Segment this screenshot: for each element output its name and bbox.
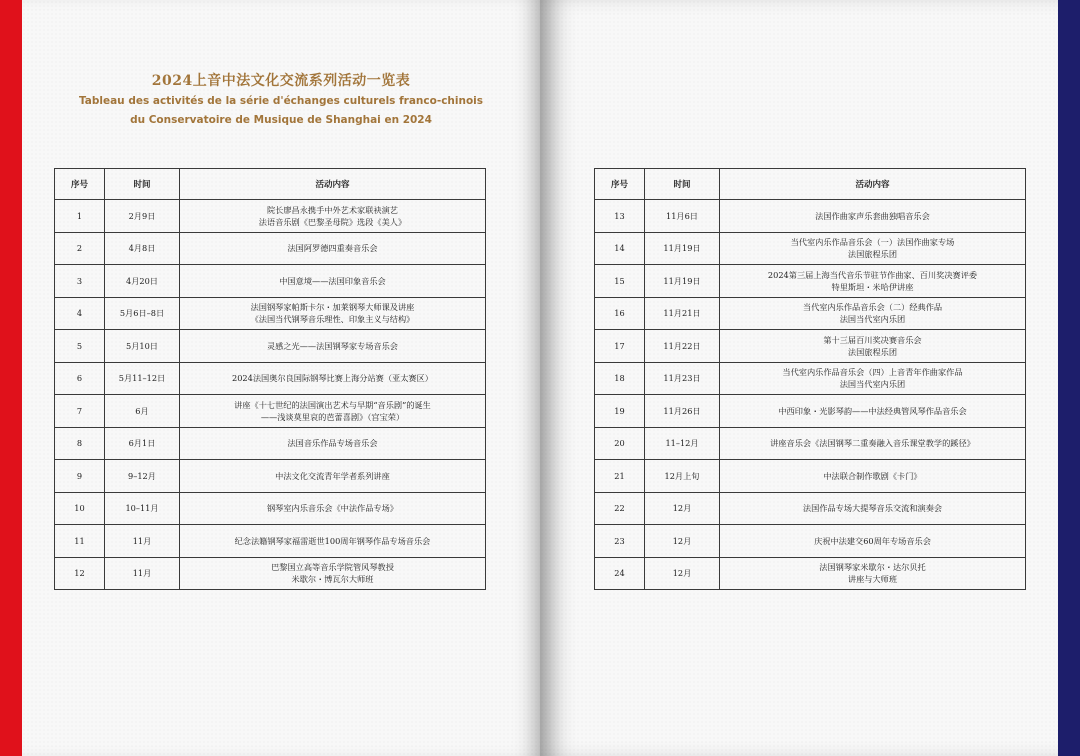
cell-content [720,460,1026,493]
content-line: 中国意境——法国印象音乐会 [279,275,386,286]
cell-time: 12月 [645,525,720,558]
table-row [595,525,1026,558]
cell-content [180,200,486,233]
cell-no: 24 [595,557,645,590]
table-row [55,460,486,493]
cell-time: 9–12月 [105,460,180,493]
content-line: 特里斯坦・米哈伊讲座 [831,281,914,292]
table-row [55,557,486,590]
header-no: 序号 [595,169,645,200]
cell-no: 18 [595,362,645,395]
cell-content [720,492,1026,525]
cell-no: 4 [55,297,105,330]
content-line: 灵感之光——法国钢琴家专场音乐会 [266,340,398,351]
table-row [595,492,1026,525]
right-navy-border [1058,0,1080,756]
title-block [22,70,540,130]
cell-time: 11月 [105,525,180,558]
cell-time: 11月6日 [645,200,720,233]
cell-time: 4月8日 [105,232,180,265]
content-line: 2024法国奥尔良国际钢琴比赛上海分站赛（亚太赛区） [232,373,433,384]
activity-table-left [54,168,486,590]
content-line: ——浅谈莫里哀的芭蕾喜剧》（宫宝荣） [260,411,405,422]
content-line: 法国钢琴家帕斯卡尔・加莱钢琴大师课及讲座 [250,302,415,313]
cell-time: 11月22日 [645,330,720,363]
content-line: 法国旅程乐团 [847,346,898,357]
cell-no: 7 [55,395,105,428]
content-line: 巴黎国立高等音乐学院管风琴教授 [271,562,394,573]
cell-content [720,297,1026,330]
cell-content [180,330,486,363]
content-line: 法国音乐作品专场音乐会 [287,438,378,449]
header-content: 活动内容 [180,169,486,200]
cell-content [180,525,486,558]
cell-time: 11月21日 [645,297,720,330]
content-line: 《法国当代钢琴音乐理性、印象主义与结构》 [250,314,415,325]
table-header-row [595,169,1026,200]
table-row [55,232,486,265]
table-row [595,557,1026,590]
cell-no: 12 [55,557,105,590]
cell-no: 22 [595,492,645,525]
header-time: 时间 [105,169,180,200]
cell-no: 11 [55,525,105,558]
table-body-right [595,200,1026,590]
cell-no: 20 [595,427,645,460]
cell-content [720,265,1026,298]
title-french-line-1: Tableau des activités de la série d'échanges culturels franco-chinois [78,95,484,107]
cell-no: 8 [55,427,105,460]
cell-time: 5月11–12日 [105,362,180,395]
cell-no: 21 [595,460,645,493]
table-row [595,330,1026,363]
cell-content [180,297,486,330]
cell-content [180,362,486,395]
content-line: 当代室内乐作品音乐会（一）法国作曲家专场 [790,237,955,248]
cell-no: 15 [595,265,645,298]
content-line: 讲座与大师班 [847,574,898,585]
cell-time: 6月 [105,395,180,428]
table-row [55,362,486,395]
content-line: 法国当代室内乐团 [839,379,906,390]
cell-content [720,557,1026,590]
content-line: 讲座音乐会《法国钢琴二重奏融入音乐课堂教学的蹊径》 [770,438,975,449]
cell-content [180,232,486,265]
table-row [595,297,1026,330]
cell-time: 11–12月 [645,427,720,460]
title-chinese: 2024上音中法文化交流系列活动一览表 [151,73,411,89]
cell-time: 6月1日 [105,427,180,460]
right-page [540,0,1058,756]
cell-no: 19 [595,395,645,428]
cell-no: 3 [55,265,105,298]
cell-no: 17 [595,330,645,363]
activity-table-right [594,168,1026,590]
content-line: 第十三届百川奖决赛音乐会 [823,334,922,345]
content-line: 当代室内乐作品音乐会（四）上音青年作曲家作品 [782,367,963,378]
cell-content [720,362,1026,395]
cell-no: 1 [55,200,105,233]
cell-content [180,427,486,460]
cell-no: 9 [55,460,105,493]
content-line: 法国当代室内乐团 [839,314,906,325]
cell-no: 16 [595,297,645,330]
cell-content [180,395,486,428]
content-line: 纪念法籍钢琴家福雷逝世100周年钢琴作品专场音乐会 [234,535,431,546]
table-row [595,362,1026,395]
content-line: 米歇尔・博瓦尔大师班 [291,574,374,585]
content-line: 院长廖昌永携手中外艺术家联袂演艺 [266,204,398,215]
content-line: 法国旅程乐团 [847,249,898,260]
cell-time: 5月6日–8日 [105,297,180,330]
table-row [595,200,1026,233]
content-line: 中西印象・光影琴韵——中法经典管风琴作品音乐会 [778,405,967,416]
cell-time: 12月 [645,557,720,590]
header-content: 活动内容 [720,169,1026,200]
cell-content [720,330,1026,363]
cell-content [180,492,486,525]
table-row [55,525,486,558]
cell-no: 6 [55,362,105,395]
header-time: 时间 [645,169,720,200]
table-row [55,297,486,330]
table-row [595,265,1026,298]
cell-time: 11月 [105,557,180,590]
cell-time: 11月23日 [645,362,720,395]
cell-time: 12月上旬 [645,460,720,493]
cell-content [720,525,1026,558]
table-row [55,330,486,363]
content-line: 法国钢琴家米歇尔・达尔贝托 [819,562,926,573]
cell-time: 11月19日 [645,232,720,265]
table-row [55,395,486,428]
cell-content [720,200,1026,233]
cell-content [720,427,1026,460]
cell-time: 5月10日 [105,330,180,363]
content-line: 法国阿罗德四重奏音乐会 [287,243,378,254]
cell-content [720,232,1026,265]
table-row [55,265,486,298]
content-line: 庆祝中法建交60周年专场音乐会 [814,535,931,546]
cell-content [180,265,486,298]
cell-time: 2月9日 [105,200,180,233]
table-row [595,460,1026,493]
table-body-left [55,200,486,590]
table-row [55,492,486,525]
cell-time: 11月26日 [645,395,720,428]
cell-time: 12月 [645,492,720,525]
table-header-row [55,169,486,200]
content-line: 2024第三届上海当代音乐节驻节作曲家、百川奖决赛评委 [767,269,978,280]
content-line: 法语音乐剧《巴黎圣母院》选段《美人》 [258,216,407,227]
cell-time: 4月20日 [105,265,180,298]
cell-time: 10–11月 [105,492,180,525]
content-line: 法国作曲家声乐套曲独唱音乐会 [815,210,930,221]
cell-no: 10 [55,492,105,525]
table-row [595,427,1026,460]
cell-content [180,557,486,590]
cell-no: 5 [55,330,105,363]
cell-no: 23 [595,525,645,558]
cell-no: 13 [595,200,645,233]
content-line: 中法联合制作歌剧《卡门》 [823,470,922,481]
table-row [55,427,486,460]
cell-content [720,395,1026,428]
content-line: 中法文化交流青年学者系列讲座 [275,470,390,481]
title-french-line-2: du Conservatoire de Musique de Shanghai en 2024 [130,114,432,126]
table-row [595,232,1026,265]
header-no: 序号 [55,169,105,200]
cell-time: 11月19日 [645,265,720,298]
content-line: 法国作品专场大提琴音乐交流和演奏会 [802,503,943,514]
table-row [595,395,1026,428]
left-red-border [0,0,22,756]
content-line: 讲座《十七世纪的法国演出艺术与早期“音乐剧”的诞生 [234,399,431,410]
cell-no: 14 [595,232,645,265]
content-line: 钢琴室内乐音乐会《中法作品专场》 [266,503,398,514]
table-row [55,200,486,233]
content-line: 当代室内乐作品音乐会（二）经典作品 [802,302,943,313]
cell-no: 2 [55,232,105,265]
cell-content [180,460,486,493]
left-page [22,0,540,756]
